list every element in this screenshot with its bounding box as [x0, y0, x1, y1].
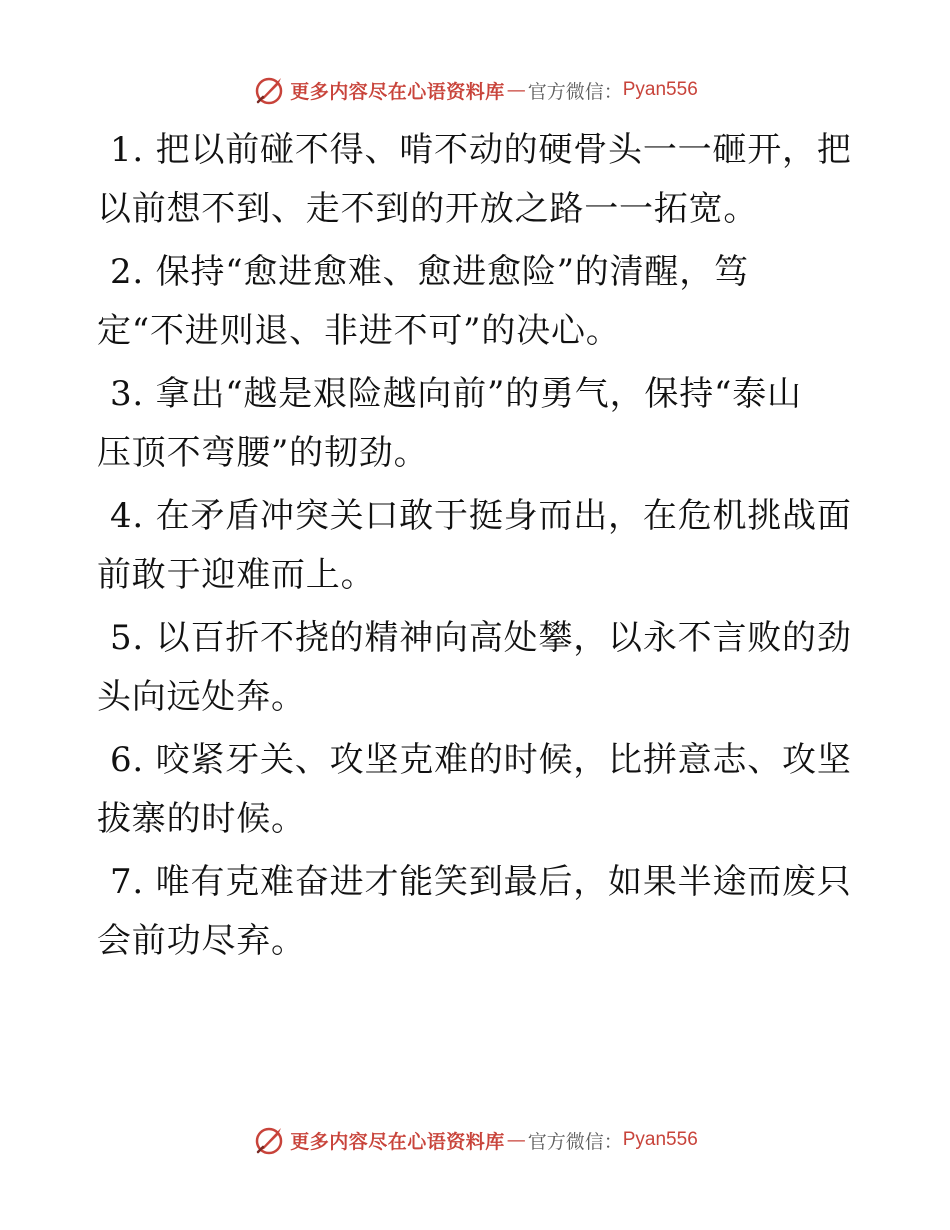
list-item-4-line-2: 前敢于迎难而上。 [97, 555, 376, 595]
header-separator: — [506, 79, 526, 101]
list-item-2 [97, 243, 827, 361]
list-item-7 [97, 853, 852, 971]
list-item-1 [97, 121, 852, 239]
list-item-5-line-1: 5. 以百折不挠的精神向高处攀，以永不言败的劲 [110, 618, 852, 658]
footer-account-id: Pyan556 [622, 1129, 698, 1150]
list-item-2-line-2: 定“不进则退、非进不可”的决心。 [97, 311, 621, 351]
header-account-id: Pyan556 [622, 79, 698, 100]
list-item-4 [97, 487, 852, 605]
header-banner [0, 70, 950, 110]
list-item-3 [97, 365, 827, 483]
footer-official-label: 官方微信： [527, 1130, 623, 1153]
list-item-1-line-2: 以前想不到、走不到的开放之路一一拓宽。 [97, 189, 759, 229]
footer-banner [0, 1120, 950, 1160]
list-item-5 [97, 609, 852, 727]
quill-pen-logo-icon [252, 73, 286, 107]
list-item-5-line-2: 头向远处奔。 [97, 677, 306, 717]
footer-brand-text: 更多内容尽在心语资料库 [290, 1130, 505, 1153]
header-brand-text: 更多内容尽在心语资料库 [290, 80, 505, 103]
header-official-label: 官方微信： [527, 80, 623, 103]
list-item-2-line-1: 2. 保持“愈进愈难、愈进愈险”的清醒，笃 [110, 252, 749, 292]
list-item-6 [97, 731, 852, 849]
list-item-7-line-1: 7. 唯有克难奋进才能笑到最后，如果半途而废只 [110, 862, 852, 902]
footer-separator: — [506, 1129, 526, 1151]
list-item-3-line-1: 3. 拿出“越是艰险越向前”的勇气，保持“泰山 [110, 374, 802, 414]
list-item-7-line-2: 会前功尽弃。 [97, 921, 306, 961]
list-item-4-line-1: 4. 在矛盾冲突关口敢于挺身而出，在危机挑战面 [110, 496, 852, 536]
quill-pen-logo-icon [252, 1123, 286, 1157]
list-item-1-line-1: 1. 把以前碰不得、啃不动的硬骨头一一砸开，把 [110, 130, 852, 170]
list-item-3-line-2: 压顶不弯腰”的韧劲。 [97, 433, 429, 473]
list-item-6-line-2: 拔寨的时候。 [97, 799, 306, 839]
list-item-6-line-1: 6. 咬紧牙关、攻坚克难的时候，比拼意志、攻坚 [110, 740, 852, 780]
document-body [97, 121, 852, 975]
